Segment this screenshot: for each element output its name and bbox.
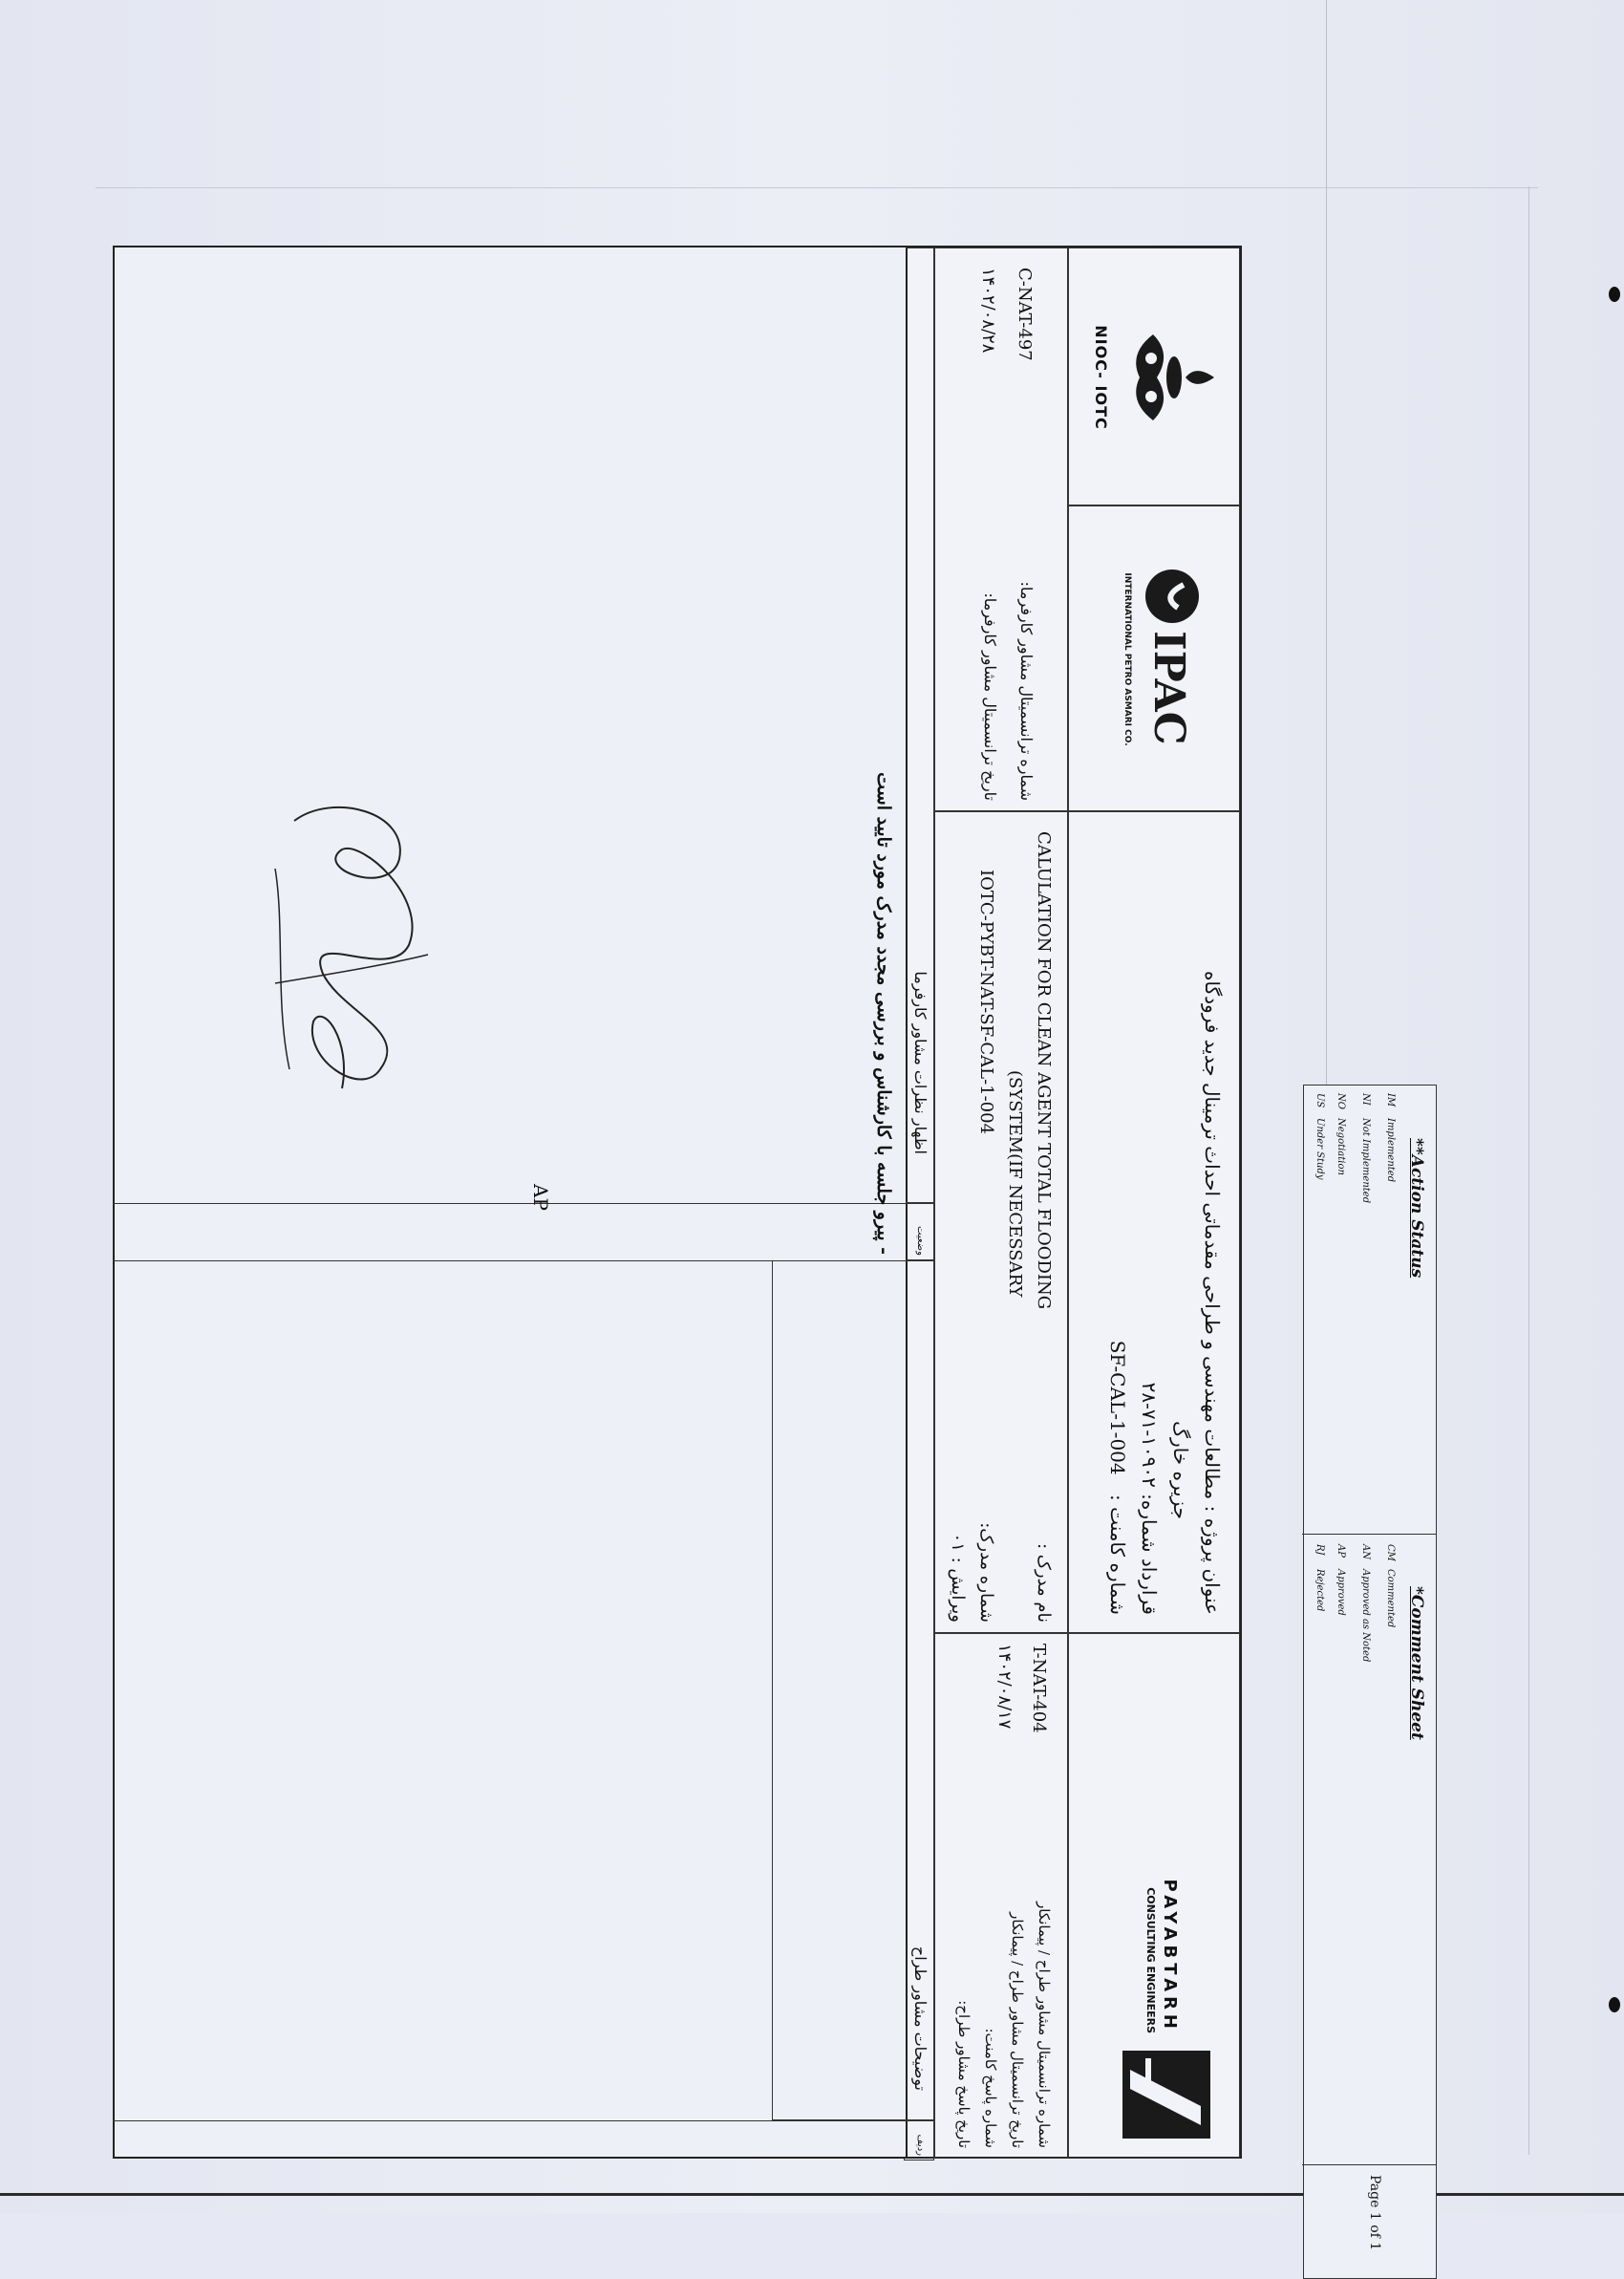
- transmittal-cell: [934, 1633, 1068, 2159]
- document-name-label: نام مدرک :: [1034, 1542, 1054, 1623]
- document-name: CALULATION FOR CLEAN AGENT TOTAL FLOODING: [1034, 831, 1054, 1310]
- document-number-label: شماره مدرک:: [976, 1522, 996, 1623]
- consultant-description-box: [772, 1260, 906, 2120]
- comment-number-value: SF-CAL-1-004: [1106, 1340, 1129, 1475]
- transmittal-number-label: شماره ترانسمیتال مشاور طراح / پیمانکار: [1036, 1902, 1053, 2148]
- action-status-item: NONegotiation: [1336, 1093, 1346, 1175]
- handwritten-signature: [237, 783, 466, 1127]
- column-client-comments: [904, 247, 934, 1203]
- project-title-location: جزیره خارگ: [1169, 1421, 1192, 1519]
- punch-hole-mark: [1609, 287, 1620, 302]
- column-client-comments-label: اظهار نظرات مشاور کارفرما: [911, 971, 930, 1154]
- comment-sheet-form: [113, 246, 1242, 2159]
- svg-text:IPAC: IPAC: [1144, 631, 1193, 745]
- punch-hole-mark: [1609, 1997, 1620, 2012]
- legend-box: [1303, 1085, 1437, 2279]
- document-name-continued: (SYSTEM(IF NECESSARY: [1005, 1070, 1025, 1298]
- action-status-item: IMImplemented: [1385, 1093, 1396, 1183]
- client-transmittal-number-label: شماره ترانسمیتال مشاور کارفرما:: [1017, 581, 1036, 801]
- consultant-name: PAYABTARH: [1160, 1879, 1180, 2033]
- client-values: [970, 268, 1042, 361]
- column-divider: [113, 1203, 906, 1204]
- ipac-subtitle: INTERNATIONAL PETRO ASMARI CO.: [1122, 572, 1132, 746]
- scan-rule-right: [1528, 186, 1529, 2155]
- action-status-item: USUnder Study: [1314, 1093, 1325, 1180]
- document-cell: [934, 811, 1068, 1633]
- client-transmittal-number: C-NAT-497: [1015, 268, 1035, 361]
- action-status-title: **Action Status: [1407, 1138, 1426, 1279]
- comment-sheet-title: *Comment Sheet: [1407, 1586, 1426, 1740]
- comment-number-label: شماره کامنت :: [1106, 1494, 1129, 1615]
- client-transmittal-date: ۱۴۰۲/۰۸/۲۸: [978, 268, 998, 354]
- transmittal-labels: [951, 1902, 1058, 2148]
- scan-rule-top: [96, 187, 1538, 188]
- transmittal-date: ۱۴۰۲/۰۸/۱۷: [994, 1644, 1015, 1730]
- nioc-logo-cell: [1068, 247, 1240, 505]
- comment-sheet-item: ANApproved as Noted: [1360, 1544, 1371, 1663]
- reply-date-label: تاریخ پاسخ مشاور طراح:: [955, 2000, 972, 2148]
- consultant-subtitle: CONSULTING ENGINEERS: [1144, 1887, 1157, 2033]
- comments-body: [113, 246, 906, 2159]
- document-values: [972, 831, 1058, 1489]
- action-status-item: NINot Implemented: [1360, 1093, 1371, 1204]
- nioc-flame-logo-icon: [1115, 325, 1220, 430]
- column-row-number: ردیف: [904, 2120, 934, 2161]
- status-value: AP: [529, 1184, 552, 1211]
- transmittal-values: [987, 1644, 1056, 1733]
- document-number: IOTC-PYBT-NAT-SF-CAL-1-004: [976, 870, 996, 1135]
- column-consultant-description-label: توضیحات مشاور طراح: [911, 1946, 930, 2091]
- revision-label: ویرایش : ۰۱: [948, 1533, 968, 1623]
- comment-sheet-item: APApproved: [1336, 1544, 1346, 1616]
- payabtarh-logo-icon: [1122, 2051, 1210, 2139]
- project-title-cell: [1068, 811, 1240, 1633]
- document-labels: [943, 1522, 1058, 1623]
- page-number: Page 1 of 1: [1367, 2175, 1382, 2251]
- comment-number-row: [1101, 829, 1133, 1615]
- transmittal-number: T-NAT-404: [1029, 1644, 1049, 1733]
- form-header: [906, 246, 1242, 2159]
- client-transmittal-date-label: تاریخ ترانسمیتال مشاور کارفرما:: [981, 592, 999, 801]
- project-title: عنوان پروژه : مطالعات مهندسی و طراحی مقدماتی احداث ترمینال جدید فرودگاه: [1201, 971, 1224, 1615]
- reply-number-label: شماره پاسخ کامنت:: [982, 2028, 999, 2148]
- contract-number: قرارداد شماره: ۱۰۹۰۲-۷۱-۲۸: [1138, 1382, 1161, 1615]
- legend-sheet: [1303, 1085, 1437, 2279]
- client-labels: [972, 582, 1044, 801]
- nioc-label: NIOC- IOTC: [1092, 325, 1110, 430]
- column-divider: [113, 2120, 906, 2121]
- ipac-logo-icon: [1134, 564, 1210, 755]
- column-status: وضعیت: [904, 1203, 934, 1260]
- comment-sheet-item: RJRejected: [1314, 1544, 1325, 1612]
- transmittal-date-label: تاریخ ترانسمیتال مشاور طراح / پیمانکار: [1009, 1912, 1026, 2148]
- client-transmittal-cell: [934, 247, 1068, 811]
- ipac-logo-cell: [1068, 505, 1240, 811]
- spacer: [1000, 1522, 1029, 1623]
- client-comment-text: - پیرو جلسه با کارشناس و بررسی مجدد مدرک مورد تایید است: [873, 772, 894, 1255]
- consultant-logo-cell: [1068, 1633, 1240, 2159]
- column-consultant-description: [904, 1260, 934, 2120]
- comment-sheet-item: CMCommented: [1385, 1544, 1396, 1628]
